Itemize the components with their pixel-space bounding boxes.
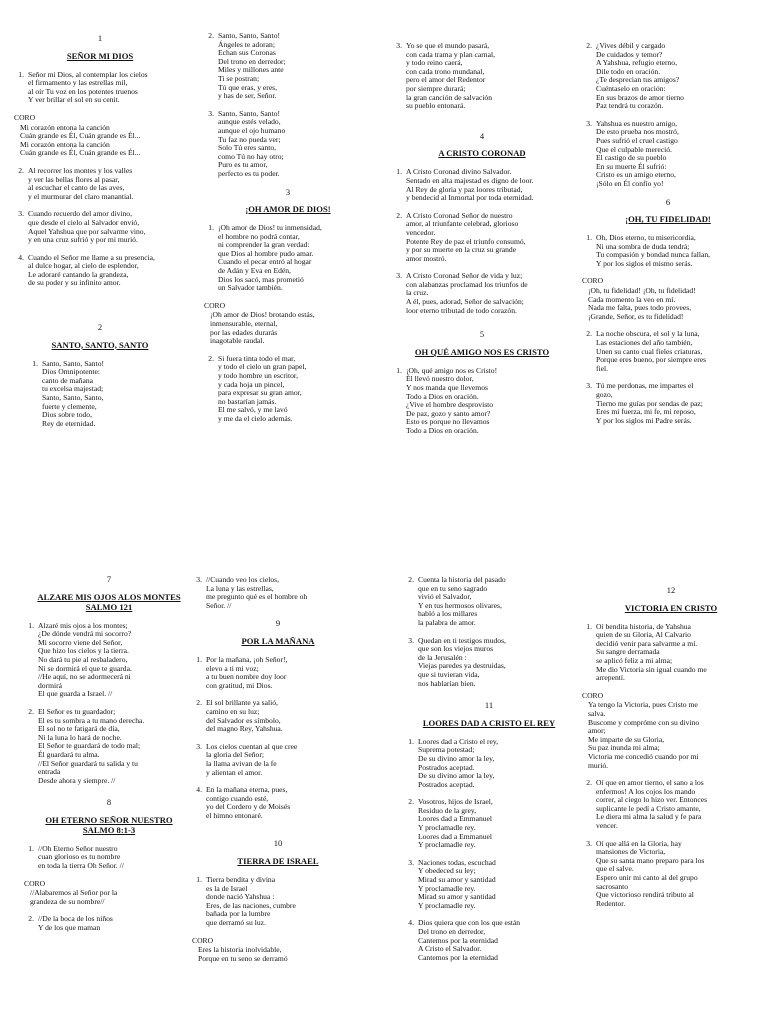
verse-text: Loores dad a Cristo el rey, Suprema potestad; De su divino amor la ley, Postrados aceptad. De su divino amor la ley, Postrados aceptad. [418, 736, 499, 789]
verse-number: 3. [586, 118, 592, 128]
chorus [24, 880, 198, 907]
verse-text: Yo se que el mundo pasará, con cada trama y plan carnal, y todo reino caerá, con cada trono mundanal, pero el amor del Redentor por siempre durará; la gran canción de salvación su pueblo entonará. [406, 41, 495, 111]
verse-text: Oí bendita historia, de Yahshua quien de su Gloria, Al Calvario decidió venir para salvarme a mí. Su sangre derramada se aplicó feliz a mi alma; Me dio Victoria sin igual cuando me arrepentí. [596, 621, 707, 683]
verse-number: 2. [18, 165, 24, 175]
hymn-number: 1 [97, 33, 103, 43]
verse-text: El Señor es tu guardador; El es tu sombra a tu mano derecha. El sol no te fatigará de día, Ni la luna lo hará de noche. El Señor te guardará de todo mal; Él guardará tu alma. //El Señor guardará tu salida y tu entrada Desde ahora y siempre. // [38, 706, 145, 785]
column-3 [388, 42, 576, 445]
verse-text: Al recorrer los montes y los valles y ver las bellas flores al pasar, al escuchar el canto de las aves, y el murmurar del claro manantial. [28, 165, 134, 201]
verse-number: 3. [408, 635, 414, 645]
chorus-label: CORO [582, 276, 604, 286]
verse [200, 224, 376, 293]
chorus-text: Mi corazón entona la canción Cuán grande es Él, Cuán grande es Él... Mi corazón entona la canción Cuán grande es Él, Cuán grande es Él... [20, 122, 141, 158]
verse-text: Por la mañana, ¡oh Señor!, elevo a ti mi voz; a tu buen nombre doy loor con gratitud, mi Dios. [206, 654, 288, 690]
chorus-label: CORO [582, 690, 604, 700]
hymn-number: 4 [479, 130, 485, 141]
verse-text: Alzaré mis ojos a los montes; ¿De dónde vendrá mi socorro? Mi socorro viene del Señor, Que hizo los cielos y la tierra. No dará tu pie al resbaladero, Ni se dormirá el que te guarda. //He aquí, no se adormecerá ni dormirá El que guarda a Israel. // [38, 620, 132, 699]
verse-number: 1. [396, 365, 402, 375]
verse [188, 743, 368, 777]
verse-text: Naciones todas, escuchad Y obedeced su ley; Mirad su amor y santidad Y proclamadle rey. Mirad su amor y santidad Y proclamadle rey. [418, 857, 496, 910]
chorus [14, 114, 190, 158]
hymn-title: TIERRA DE ISRAEL [237, 856, 319, 867]
hymn-number: 9 [275, 618, 281, 629]
verse [188, 876, 368, 928]
verse-number: 1. [28, 843, 34, 853]
verse [578, 623, 764, 683]
chorus-label: CORO [14, 112, 36, 122]
verse-text: Tú me perdonas, me impartes el gozo, Tierno me guías por sendas de paz; Eres mi fuerza, mi fe, mi reposo, Y por los siglos mi Padre serás. [596, 381, 703, 425]
chorus-label: CORO [204, 300, 226, 310]
verse-text: El sol brillante ya salió, camino en su luz; del Salvador es símbolo, del magno Rey, Yahshua. [206, 698, 283, 734]
column-5 [20, 575, 198, 942]
verse [10, 254, 190, 288]
verse-number: 4. [18, 252, 24, 262]
verse-number: 1. [396, 167, 402, 177]
verse-text: Cuenta la historia del pasado que en tu seno sagrado vivió el Salvador, Y en tus hermosos olivares, habló a los millares la palabra de amor. [418, 575, 506, 627]
verse-text: A Cristo Coronad Señor de vida y luz; con alabanzas proclamad los triunfos de la cruz. A él, pues, adorad, Señor de salvación; loor eterno tributad de todo corazón. [406, 271, 528, 315]
hymn-number: 6 [665, 196, 671, 207]
verse [578, 779, 764, 831]
verse [20, 622, 198, 699]
verse-text: Santo, Santo, Santo! aunque estés velado, aunque el ojo humano Tu faz no pueda ver; Solo Tú eres santo, como Tú no hay otro; Puro es tu amor, perfecto es tu poder. [218, 108, 286, 178]
verse-number: 2. [586, 778, 592, 788]
verse [400, 919, 578, 962]
verse-number: 3. [396, 271, 402, 281]
verse [200, 355, 376, 424]
hymn-number: 11 [484, 700, 494, 711]
verse-number: 3. [196, 575, 202, 584]
verse-text: Cuando el Señor me llame a su presencia, al dulce hogar, al cielo de esplendor, Le adoraré cantando la grandeza, de su poder y su infinito amor. [28, 252, 155, 288]
verse [200, 32, 376, 101]
hymn-number: 7 [106, 574, 112, 584]
verse [388, 212, 576, 264]
verse-number: 3. [586, 838, 592, 848]
verse-number: 4. [408, 918, 414, 928]
verse-text: A Cristo Coronad Señor de nuestro amor, al triunfante celebrad, glorioso vencedor. Potente Rey de paz el triunfo consumó, y por su muerte en la cruz su grande amor mostró. [406, 210, 526, 263]
verse-text: Oh, Dios eterno, tu misericordia, Ni una sombra de duda tendrá; Tu compasión y bondad nunca fallan, Y por los siglos el mismo serás. [596, 233, 711, 268]
verse [578, 330, 758, 373]
column-8 [578, 576, 764, 917]
verse-number: 1. [28, 620, 34, 630]
verse [578, 840, 764, 909]
verse [578, 42, 758, 111]
verse-number: 3. [396, 41, 402, 50]
chorus [204, 302, 376, 346]
verse-text: La noche obscura, el sol y la luna, Las estaciones del año también, Unen su canto cual fieles criaturas, Porque eres bueno, por siempre eres fiel. [596, 329, 707, 373]
verse [20, 845, 198, 871]
hymn-title: ¡OH AMOR DE DIOS! [245, 204, 331, 215]
chorus-label: CORO [192, 935, 214, 945]
verse [388, 42, 576, 111]
chorus [582, 692, 764, 770]
verse-text: Los cielos cuentan al que cree la gloria del Señor; la llama avivan de la fe y alientan el amor. [206, 741, 298, 777]
verse [188, 786, 368, 820]
column-7 [400, 576, 578, 971]
verse [10, 360, 190, 429]
verse-number: 2. [586, 329, 592, 339]
verse-number: 2. [396, 210, 402, 220]
verse-number: 1. [408, 736, 414, 746]
verse [200, 110, 376, 179]
verse [388, 272, 576, 315]
verse [400, 637, 578, 689]
verse-text: Señor mi Dios, al contemplar los cielos el firmamento y las estrellas mil, al oír Tu voz en los potentes truenos Y ver brillar el sol en su cenit. [28, 69, 148, 105]
hymn-title: A CRISTO CORONAD [438, 148, 526, 159]
verse-number: 2. [586, 41, 592, 50]
hymn-number: 12 [666, 585, 676, 595]
hymn-title: OH ETERNO SEÑOR NUESTRO SALMO 8:1-3 [45, 814, 173, 835]
hymn-title: LOORES DAD A CRISTO EL REY [422, 717, 556, 728]
verse [10, 71, 190, 105]
chorus [192, 937, 368, 964]
verse-text: Oí que allá en la Gloria, hay mansiones de Victoria, Que su santa mano preparo para los que el salve. Espero unir mi canto al del grupo sacrosanto Que victorioso rendirá tributo al Redentor. [596, 838, 705, 908]
verse-number: 4. [196, 785, 202, 795]
hymn-title: SANTO, SANTO, SANTO [51, 339, 149, 350]
verse [20, 915, 198, 932]
verse-number: 3. [408, 857, 414, 867]
verse-text: //Oh Eterno Señor nuestro cuan glorioso es tu nombre en toda la tierra Oh Señor. // [38, 843, 124, 871]
verse-text: //Cuando veo los cielos, La luna y las estrellas, me pregunto qué es el hombre oh Señor. // [206, 575, 308, 610]
hymn-title: OH QUÉ AMIGO NOS ES CRISTO [414, 346, 550, 357]
verse-text: Quedan en ti testigos mudos, que son los viejos muros de la Jerusalén : Viejas paredes ya destruidas, que si tuvieran vida, nos hablarían bien. [418, 635, 506, 688]
chorus-text: //Alabaremos al Señor por la grandeza de su nombre// [30, 888, 118, 906]
chorus-text: Eres la historia inolvidable, Porque en tu seno se derramó [198, 945, 288, 963]
verse-number: 3. [208, 108, 214, 118]
verse [188, 576, 368, 610]
verse [400, 738, 578, 790]
verse [10, 167, 190, 201]
spacer [10, 297, 190, 323]
verse-number: 1. [196, 654, 202, 664]
verse-number: 1. [18, 69, 24, 79]
verse [20, 708, 198, 785]
hymn-title: ALZARE MIS OJOS ALOS MONTES SALMO 121 [37, 591, 181, 612]
verse-number: 3. [18, 209, 24, 219]
verse-text: Dios quiera que con los que están Del trono en derredor, Cantemos por la eternidad A Cristo el Salvador. Cantemos por la eternidad [418, 918, 521, 962]
verse-text: Cuando recuerdo del amor divino, que desde el cielo al Salvador envió, Aquel Yahshua que por salvarme vino, y en una cruz sufrió y por mi murió. [28, 209, 146, 245]
verse-text: Tierra bendita y divina es la de Israel donde nació Yahshua : Eres, de las naciones, cumbre bañada por la lumbre que derramó su luz. [206, 875, 296, 928]
spacer [388, 120, 576, 132]
verse-number: 1. [196, 875, 202, 885]
hymn-title: VICTORIA EN CRISTO [624, 602, 718, 613]
verse-text: ¡Oh amor de Dios! tu inmensidad, el hombre no podrá contar, ni comprender la gran verdad: que Dios al hombre pudo amar. Cuando el pecar entró al hogar de Adán y Eva en Edén, Dios los sacó, mas prometió un Salvador también. [218, 223, 322, 293]
verse-number: 2. [196, 698, 202, 708]
column-4 [578, 42, 758, 434]
verse-number: 2. [28, 914, 34, 924]
chorus-label: CORO [24, 878, 46, 888]
hymn-title: SEÑOR MI DIOS [66, 50, 134, 61]
verse-text: Santo, Santo, Santo! Dios Omnipotente: canto de mañana tu excelsa majestad; Santo, Santo, Santo, fuerte y clemente, Dios sobre todo, Rey de eternidad. [42, 358, 105, 428]
verse-number: 3. [586, 381, 592, 391]
hymn-number: 5 [479, 329, 485, 340]
chorus [582, 277, 758, 321]
verse-number: 1. [586, 621, 592, 631]
verse-text: Vosotros, hijos de Israel, Residuo de la grey, Loores dad a Emmanuel Y proclamadle rey. Loores dad a Emmanuel Y proclamadle rey. [418, 797, 493, 850]
verse-number: 2. [408, 575, 414, 584]
verse [578, 120, 758, 189]
verse-text: En la mañana eterna, pues, contigo cuando esté, yo del Cordero y de Moisés el himno entonaré. [206, 785, 291, 820]
column-6 [188, 576, 368, 972]
verse-number: 2. [208, 353, 214, 363]
verse [400, 859, 578, 911]
verse [188, 699, 368, 733]
verse-text: Oí que en amor tierno, el sano a los enfermos! A los cojos los mando correr, al ciego lo hizo ver. Entonces suplicante le pedí a Cristo amante, Le diera mi alma la salud y fe para vencer. [596, 778, 708, 831]
verse-number: 3. [196, 741, 202, 751]
verse-text: Yahshua es nuestro amigo, De esto prueba nos mostró, Pues sufrió el cruel castigo Que el culpable mereció. El castigo de su pueblo En su muerte Él sufrió: Cristo es un amigo eterno, ¡Sólo en Él confío yo! [596, 118, 679, 188]
chorus-text: ¡Oh amor de Dios! brotando estás, inmensurable, eternal, por las edades durarás inagotable raudal. [210, 310, 315, 346]
verse [578, 234, 758, 268]
verse-number: 2. [28, 706, 34, 716]
verse [400, 798, 578, 850]
verse-text: Si fuera tinta todo el mar, y todo el cielo un gran papel, y todo hombre un escritor, y cada hoja un pincel, para expresar su gran amor, no bastarían jamás. El me salvó, y me lavó y me da el cielo además. [218, 353, 307, 423]
verse [578, 382, 758, 425]
chorus-text: ¡Oh, tu fidelidad! ¡Oh, tu fidelidad! Cada momento la veo en mí. Nada me falta, pues todo provees, ¡Grande, Señor, es tu fidelidad! [588, 286, 696, 321]
verse-text: ¡Oh, qué amigo nos es Cristo! Él llevó nuestro dolor, Y nos manda que llevemos Todo a Dios en oración. ¿Vive el hombre desprovisto De paz, gozo y santo amor? Esto es porque no llevamos Todo a Dios en oración. [406, 365, 498, 435]
verse [400, 576, 578, 628]
hymn-number: 10 [273, 838, 283, 849]
verse-number: 2. [208, 31, 214, 40]
hymn-number: 3 [285, 186, 291, 197]
verse-text: //De la boca de los niños Y de los que maman [38, 914, 113, 933]
verse [388, 367, 576, 436]
chorus-text: Ya tengo la Victoria, pues Cristo me salva. Buscome y compróme con su divino amor; Me imparte de su Gloria, Su paz inunda mi alma; Victoria me concedió cuando por mi murió. [588, 700, 700, 770]
verse [10, 210, 190, 244]
column-1 [10, 34, 190, 437]
verse-text: ¿Vives débil y cargado De cuidados y temor? A Yahshua, refugio eterno, Dile todo en oración. ¿Te desprecian tus amigos? Cuéntaselo en oración: En sus brazos de amor tierno Paz tendrá tu corazón. [596, 41, 684, 111]
hymn-title: POR LA MAÑANA [241, 635, 315, 646]
verse-text: A Cristo Coronad divino Salvador. Sentado en alta majestad es digno de loor. Al Rey de gloria y paz loores tributad, y bendecid al Inmortal por toda eternidad. [406, 167, 534, 203]
verse-number: 1. [208, 223, 214, 233]
verse-number: 2. [408, 797, 414, 807]
verse-text: Santo, Santo, Santo! Ángeles te adoran; Echan sus Coronas Del trono en derredor; Miles y millones ante Ti se postran; Tú que eras, y eres, y has de ser, Señor. [218, 31, 286, 101]
verse [388, 168, 576, 202]
hymn-number: 2 [97, 322, 103, 333]
verse [188, 656, 368, 690]
verse-number: 1. [586, 233, 592, 243]
verse-number: 1. [32, 358, 38, 368]
hymn-title: ¡OH, TU FIDELIDAD! [625, 214, 711, 225]
hymn-number: 8 [106, 797, 112, 808]
column-2 [200, 32, 376, 433]
